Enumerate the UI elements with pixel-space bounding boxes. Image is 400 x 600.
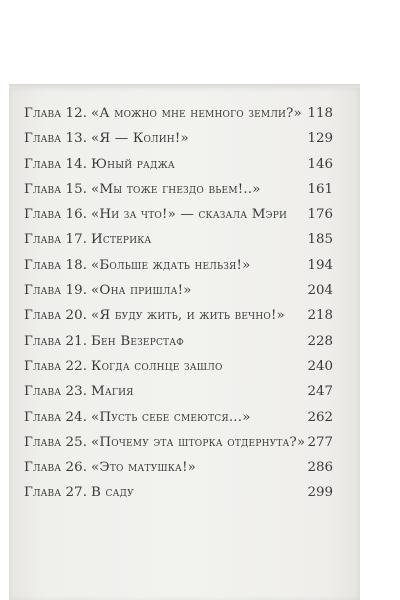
chapter-title: «Больше ждать нельзя!» [91, 257, 251, 273]
chapter-label: Глава 18. [24, 257, 88, 273]
table-of-contents [24, 101, 333, 506]
chapter-label: Глава 14. [24, 156, 88, 172]
chapter-title: «Я — Колин!» [91, 131, 189, 147]
toc-entry [24, 177, 333, 202]
chapter-title: В саду [91, 485, 134, 501]
chapter-title: «Она пришла!» [91, 283, 192, 299]
toc-entry [24, 152, 333, 177]
chapter-page-number: 240 [307, 358, 333, 374]
toc-entry [24, 126, 333, 151]
chapter-page-number: 299 [307, 485, 333, 501]
chapter-title: Когда солнце зашло [91, 358, 223, 374]
chapter-title: «Мы тоже гнездо вьем!..» [91, 181, 261, 197]
toc-entry [24, 405, 333, 430]
chapter-title: Истерика [91, 232, 152, 248]
chapter-title: Бен Везерстаф [91, 333, 184, 349]
chapter-title: «Я буду жить, и жить вечно!» [91, 308, 285, 324]
toc-entry [24, 354, 333, 379]
toc-entry [24, 329, 333, 354]
chapter-label: Глава 19. [24, 283, 88, 299]
chapter-page-number: 185 [307, 232, 333, 248]
chapter-label: Глава 23. [24, 384, 88, 400]
chapter-label: Глава 22. [24, 358, 88, 374]
chapter-label: Глава 13. [24, 131, 88, 147]
toc-entry [24, 379, 333, 404]
chapter-label: Глава 21. [24, 333, 88, 349]
chapter-label: Глава 12. [24, 106, 88, 121]
chapter-title: «Это матушка!» [91, 460, 197, 476]
chapter-title: «Почему эта шторка отдернута?» [91, 434, 306, 450]
chapter-page-number: 176 [307, 207, 333, 223]
chapter-page-number: 146 [307, 156, 333, 172]
toc-entry [24, 227, 333, 252]
chapter-title: «Ни за что!» — сказала Мэри [91, 207, 288, 223]
chapter-label: Глава 15. [24, 181, 88, 197]
chapter-label: Глава 17. [24, 232, 88, 248]
chapter-title: «А можно мне немного земли?» [91, 106, 302, 121]
chapter-label: Глава 27. [24, 485, 88, 501]
toc-entry [24, 253, 333, 278]
chapter-page-number: 247 [307, 384, 333, 400]
chapter-page-number: 161 [307, 181, 333, 197]
chapter-label: Глава 26. [24, 460, 88, 476]
chapter-page-number: 262 [307, 409, 333, 425]
chapter-label: Глава 20. [24, 308, 88, 324]
toc-entry [24, 455, 333, 480]
chapter-title: Магия [91, 384, 134, 400]
chapter-page-number: 218 [307, 308, 333, 324]
chapter-page-number: 277 [307, 434, 333, 450]
toc-entry [24, 480, 333, 505]
chapter-title: «Пусть себе смеются...» [91, 409, 251, 425]
chapter-page-number: 286 [307, 460, 333, 476]
chapter-page-number: 129 [307, 131, 333, 147]
toc-entry [24, 278, 333, 303]
chapter-page-number: 118 [307, 106, 333, 121]
chapter-page-number: 204 [307, 283, 333, 299]
chapter-label: Глава 24. [24, 409, 88, 425]
chapter-label: Глава 25. [24, 434, 88, 450]
chapter-title: Юный раджа [91, 156, 175, 172]
toc-entry [24, 430, 333, 455]
toc-entry [24, 101, 333, 126]
chapter-page-number: 194 [307, 257, 333, 273]
toc-entry [24, 202, 333, 227]
chapter-page-number: 228 [307, 333, 333, 349]
toc-entry [24, 303, 333, 328]
chapter-label: Глава 16. [24, 207, 88, 223]
